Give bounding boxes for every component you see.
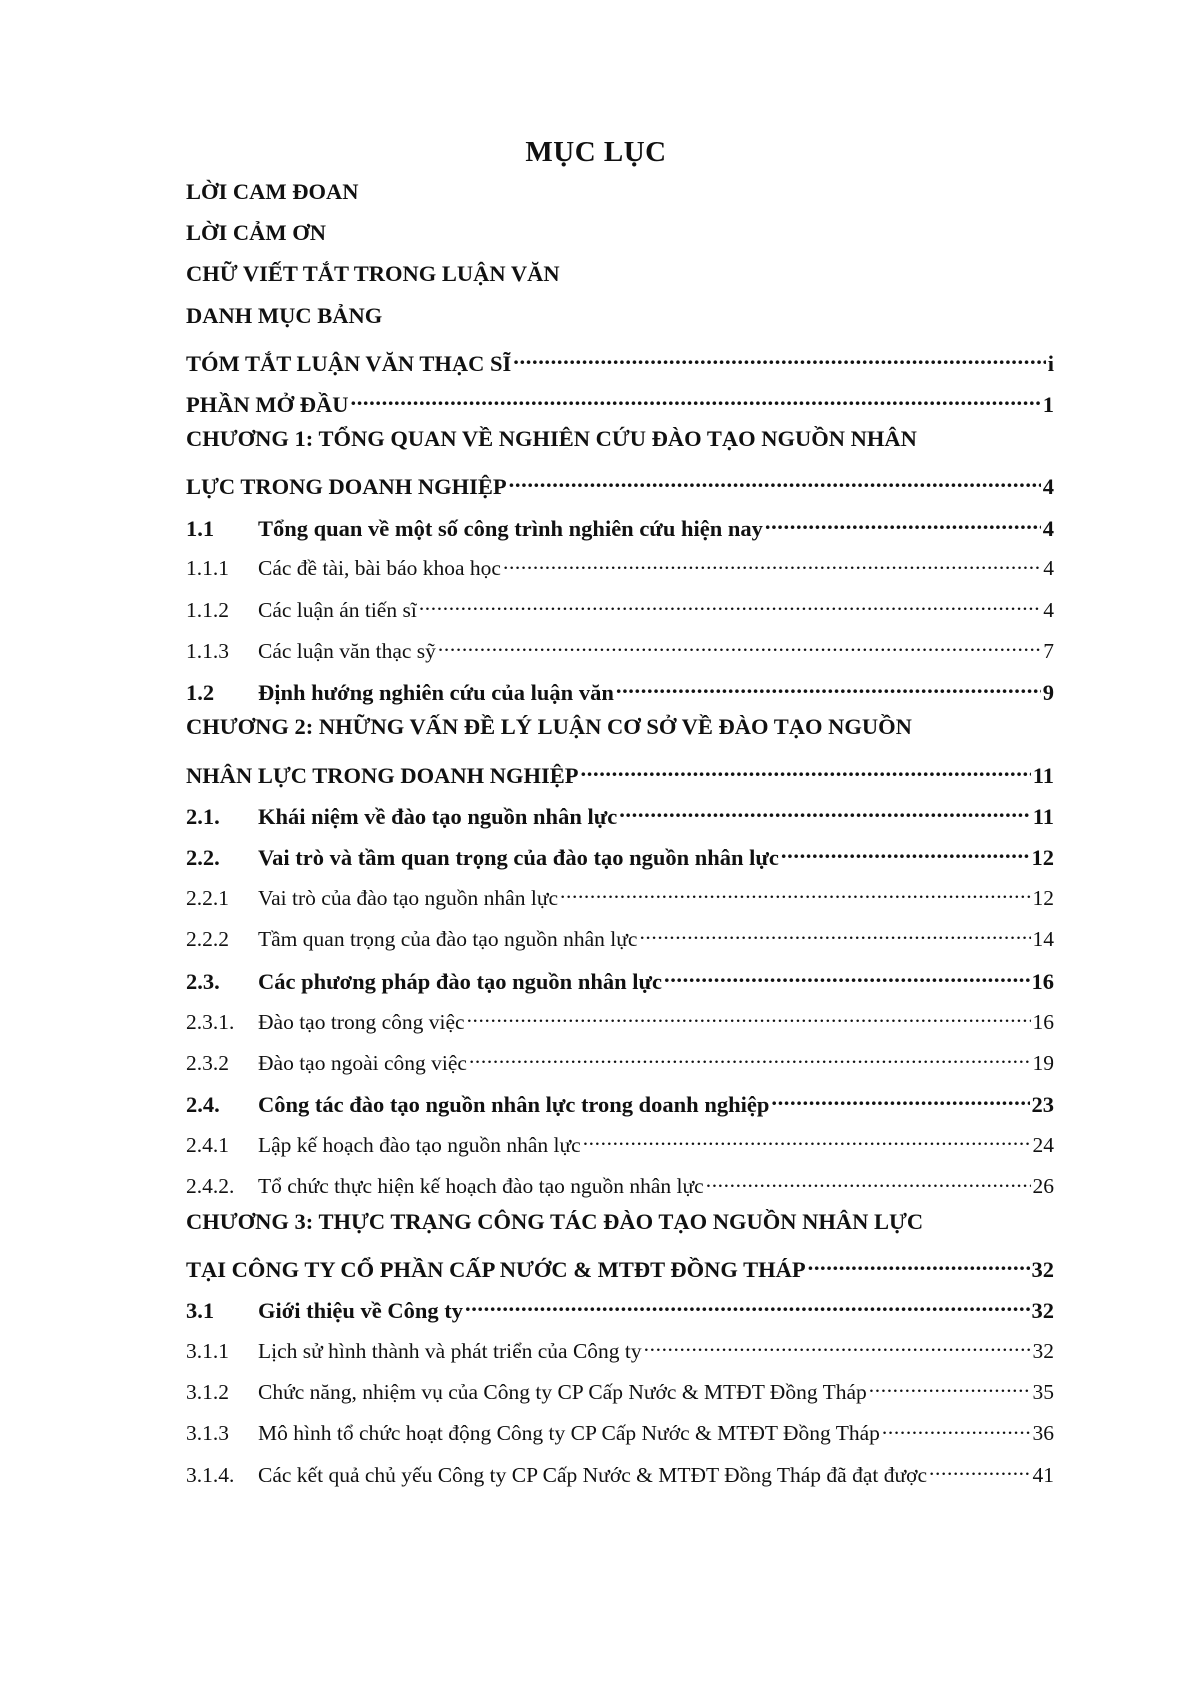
- toc-entry-number: 2.4.2.: [186, 1174, 235, 1199]
- toc-entry[interactable]: [186, 1126, 1054, 1167]
- toc-entry[interactable]: [186, 1373, 1054, 1414]
- toc-entry[interactable]: [186, 303, 1054, 344]
- toc-entry-number: 2.4.1: [186, 1133, 229, 1158]
- toc-dot-leader: [664, 962, 1030, 989]
- toc-entry-page-number: 11: [1032, 803, 1054, 829]
- toc-dot-leader: [808, 1250, 1030, 1277]
- toc-entry-title: Đào tạo trong công việc: [258, 1009, 465, 1034]
- toc-entry-title: Tổng quan về một số công trình nghiên cứu hiện nay: [258, 515, 763, 541]
- toc-entry-page-number: 19: [1032, 1050, 1054, 1075]
- toc-entry-title: Công tác đào tạo nguồn nhân lực trong doanh nghiệp: [258, 1092, 770, 1118]
- toc-entry-title: Các đề tài, bài báo khoa học: [258, 556, 501, 581]
- toc-entry[interactable]: [186, 550, 1054, 591]
- toc-dot-leader: [581, 756, 1031, 783]
- toc-entry-number: 2.4.: [186, 1092, 220, 1118]
- toc-dot-leader: [419, 591, 1041, 617]
- toc-entry-page-number: 7: [1043, 638, 1054, 663]
- toc-entry-number: 2.3.2: [186, 1050, 229, 1075]
- toc-entry-title: Mô hình tổ chức hoạt động Công ty CP Cấp Nước & MTĐT Đồng Tháp: [258, 1421, 880, 1446]
- toc-entry[interactable]: [186, 838, 1054, 879]
- toc-entry-number: 1.1: [186, 515, 215, 541]
- toc-entry[interactable]: [186, 756, 1054, 797]
- toc-entry-page-number: 26: [1032, 1174, 1054, 1199]
- toc-dot-leader: [350, 385, 1040, 412]
- toc-entry[interactable]: [186, 1332, 1054, 1373]
- toc-dot-leader: [469, 1044, 1031, 1070]
- toc-entry-page-number: 12: [1031, 845, 1054, 870]
- toc-entry-page-number: 9: [1042, 680, 1054, 706]
- toc-entry-page-number: 16: [1032, 1009, 1054, 1034]
- table-of-contents: [186, 179, 1054, 1497]
- toc-entry-title: TÓM TẮT LUẬN VĂN THẠC SĨ: [186, 350, 512, 376]
- toc-entry[interactable]: [186, 344, 1054, 385]
- toc-dot-leader: [771, 1085, 1029, 1112]
- toc-entry[interactable]: [186, 220, 1054, 261]
- toc-entry-page-number: 11: [1032, 762, 1054, 788]
- toc-entry[interactable]: [186, 1209, 1054, 1250]
- toc-entry-number: 2.2.1: [186, 885, 229, 910]
- toc-dot-leader: [513, 344, 1045, 371]
- toc-entry-page-number: 12: [1032, 885, 1054, 910]
- toc-entry-number: 1.2: [186, 680, 215, 706]
- toc-entry[interactable]: [186, 1003, 1054, 1044]
- toc-entry-title: Khái niệm về đào tạo nguồn nhân lực: [258, 803, 618, 829]
- toc-entry-title: Vai trò của đào tạo nguồn nhân lực: [258, 885, 559, 910]
- toc-dot-leader: [616, 673, 1041, 700]
- toc-entry-number: 1.1.2: [186, 597, 229, 622]
- toc-dot-leader: [467, 1003, 1031, 1029]
- toc-dot-leader: [639, 920, 1030, 946]
- toc-entry-title: LỜI CẢM ƠN: [186, 220, 326, 246]
- toc-dot-leader: [869, 1373, 1031, 1399]
- toc-dot-leader: [882, 1415, 1031, 1441]
- toc-entry-page-number: 41: [1032, 1462, 1054, 1487]
- toc-entry-page-number: 4: [1043, 556, 1054, 581]
- toc-entry-page-number: 23: [1031, 1092, 1054, 1118]
- toc-entry-title: Tổ chức thực hiện kế hoạch đào tạo nguồn nhân lực: [258, 1174, 704, 1199]
- toc-entry[interactable]: [186, 962, 1054, 1003]
- toc-dot-leader: [438, 632, 1041, 658]
- page-title: MỤC LỤC: [525, 136, 667, 168]
- toc-entry-title: LỜI CAM ĐOAN: [186, 179, 359, 204]
- toc-entry-number: 2.2.: [186, 845, 220, 870]
- toc-dot-leader: [583, 1126, 1031, 1152]
- toc-entry[interactable]: [186, 385, 1054, 426]
- toc-dot-leader: [560, 879, 1030, 905]
- toc-entry[interactable]: [186, 714, 1054, 755]
- toc-dot-leader: [706, 1168, 1031, 1194]
- toc-entry-title: Vai trò và tầm quan trọng của đào tạo nguồn nhân lực: [258, 845, 779, 870]
- toc-dot-leader: [619, 797, 1031, 824]
- toc-entry-title: Đào tạo ngoài công việc: [258, 1050, 467, 1075]
- toc-entry-number: 2.1.: [186, 803, 220, 829]
- toc-entry-title: PHẦN MỞ ĐẦU: [186, 391, 349, 417]
- toc-entry-page-number: 35: [1032, 1380, 1054, 1405]
- toc-entry-title: Lịch sử hình thành và phát triển của Công ty: [258, 1339, 642, 1364]
- toc-entry[interactable]: [186, 261, 1054, 302]
- toc-entry[interactable]: [186, 467, 1054, 508]
- toc-entry-number: 3.1: [186, 1298, 215, 1324]
- toc-entry-title: Định hướng nghiên cứu của luận văn: [258, 680, 614, 706]
- toc-entry-title: Lập kế hoạch đào tạo nguồn nhân lực: [258, 1133, 581, 1158]
- toc-entry-title: CHƯƠNG 3: THỰC TRẠNG CÔNG TÁC ĐÀO TẠO NGUỒN NHÂN LỰC: [186, 1208, 924, 1234]
- toc-entry[interactable]: [186, 1415, 1054, 1456]
- toc-entry-page-number: 4: [1042, 515, 1054, 541]
- toc-entry-title: Các luận án tiến sĩ: [258, 597, 417, 622]
- toc-entry-number: 3.1.3: [186, 1421, 229, 1446]
- toc-entry-title: Tầm quan trọng của đào tạo nguồn nhân lực: [258, 927, 638, 952]
- toc-entry-number: 3.1.2: [186, 1380, 229, 1405]
- toc-dot-leader: [644, 1332, 1031, 1358]
- toc-entry-page-number: 4: [1042, 474, 1054, 500]
- toc-entry[interactable]: [186, 1291, 1054, 1332]
- toc-entry-page-number: 32: [1031, 1256, 1054, 1282]
- toc-entry-number: 1.1.1: [186, 556, 229, 581]
- toc-entry-title: CHƯƠNG 2: NHỮNG VẤN ĐỀ LÝ LUẬN CƠ SỞ VỀ ĐÀO TẠO NGUỒN: [186, 714, 912, 740]
- toc-dot-leader: [765, 509, 1041, 536]
- toc-entry-page-number: 24: [1032, 1133, 1054, 1158]
- toc-entry-number: 3.1.1: [186, 1339, 229, 1364]
- toc-entry[interactable]: [186, 591, 1054, 632]
- toc-entry-title: LỰC TRONG DOANH NGHIỆP: [186, 474, 507, 500]
- toc-entry-title: Các phương pháp đào tạo nguồn nhân lực: [258, 968, 662, 994]
- toc-entry-number: 2.2.2: [186, 927, 229, 952]
- toc-entry[interactable]: [186, 797, 1054, 838]
- toc-dot-leader: [781, 838, 1030, 865]
- toc-entry[interactable]: [186, 426, 1054, 467]
- toc-entry-page-number: 4: [1043, 597, 1054, 622]
- toc-entry-page-number: 32: [1032, 1339, 1054, 1364]
- toc-entry[interactable]: [186, 879, 1054, 920]
- toc-entry-title: DANH MỤC BẢNG: [186, 302, 383, 328]
- toc-entry-title: Các luận văn thạc sỹ: [258, 638, 436, 663]
- toc-entry-number: 1.1.3: [186, 638, 229, 663]
- toc-dot-leader: [503, 550, 1041, 576]
- toc-entry[interactable]: [186, 1085, 1054, 1126]
- toc-entry[interactable]: [186, 1250, 1054, 1291]
- toc-entry[interactable]: [186, 1044, 1054, 1085]
- toc-dot-leader: [465, 1291, 1030, 1318]
- toc-entry[interactable]: [186, 632, 1054, 673]
- toc-entry-page-number: i: [1047, 350, 1054, 376]
- toc-entry-page-number: 1: [1042, 391, 1054, 417]
- toc-entry-title: CHƯƠNG 1: TỔNG QUAN VỀ NGHIÊN CỨU ĐÀO TẠO NGUỒN NHÂN: [186, 426, 917, 452]
- toc-entry-page-number: 36: [1032, 1421, 1054, 1446]
- toc-entry-page-number: 16: [1031, 968, 1054, 994]
- toc-dot-leader: [929, 1456, 1030, 1482]
- toc-entry-title: NHÂN LỰC TRONG DOANH NGHIỆP: [186, 762, 579, 788]
- toc-entry-number: 2.3.1.: [186, 1009, 235, 1034]
- toc-entry-page-number: 32: [1031, 1298, 1054, 1324]
- toc-entry-number: 2.3.: [186, 968, 220, 994]
- toc-entry-title: Giới thiệu về Công ty: [258, 1298, 463, 1324]
- toc-entry-page-number: 14: [1032, 927, 1054, 952]
- toc-entry[interactable]: [186, 509, 1054, 550]
- toc-entry[interactable]: [186, 179, 1054, 220]
- toc-entry-title: CHỮ VIẾT TẮT TRONG LUẬN VĂN: [186, 261, 560, 287]
- toc-entry-title: Chức năng, nhiệm vụ của Công ty CP Cấp Nước & MTĐT Đồng Tháp: [258, 1380, 867, 1405]
- toc-entry[interactable]: [186, 1456, 1054, 1497]
- toc-entry-title: Các kết quả chủ yếu Công ty CP Cấp Nước & MTĐT Đồng Tháp đã đạt được: [258, 1462, 928, 1487]
- toc-entry-number: 3.1.4.: [186, 1462, 235, 1487]
- toc-entry[interactable]: [186, 920, 1054, 961]
- toc-entry[interactable]: [186, 1168, 1054, 1209]
- toc-entry-title: TẠI CÔNG TY CỔ PHẦN CẤP NƯỚC & MTĐT ĐỒNG THÁP: [186, 1256, 806, 1282]
- toc-dot-leader: [509, 467, 1041, 494]
- toc-entry[interactable]: [186, 673, 1054, 714]
